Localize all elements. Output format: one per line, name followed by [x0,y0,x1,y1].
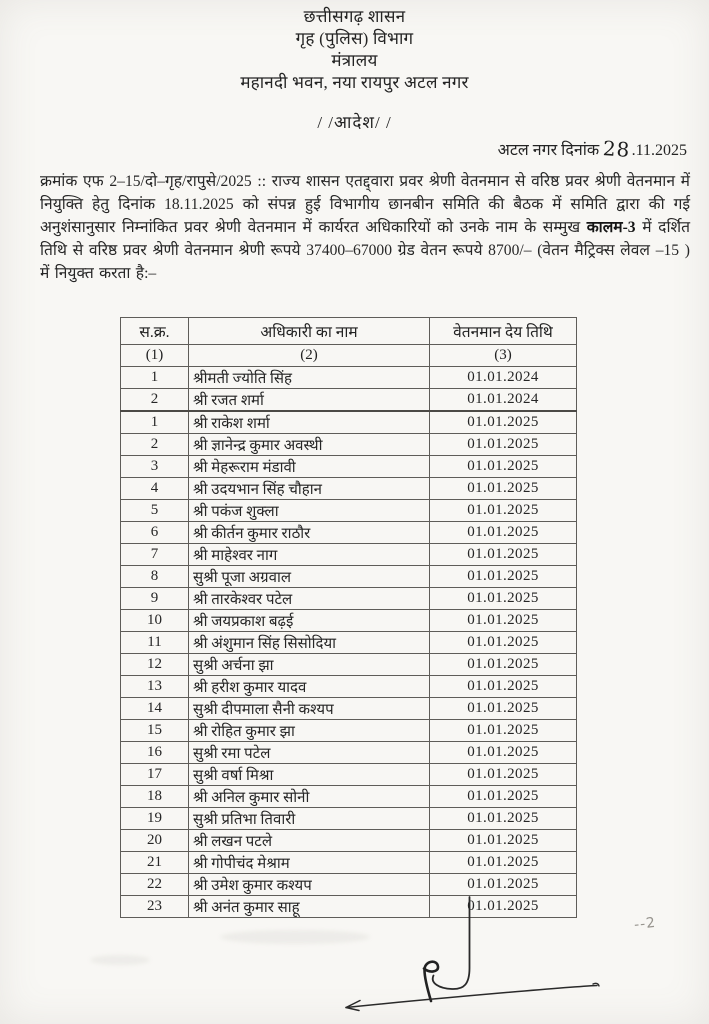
paragraph-bold-column-ref: कालम-3 [586,219,636,236]
officer-name: श्री लखन पटले [189,830,430,852]
row-serial-number: 10 [121,610,189,632]
row-serial-number: 8 [121,566,189,588]
pay-scale-due-date: 01.01.2025 [430,500,577,522]
pay-scale-due-date: 01.01.2025 [430,786,577,808]
row-serial-number: 13 [121,676,189,698]
row-serial-number: 5 [121,500,189,522]
pay-scale-due-date: 01.01.2025 [430,808,577,830]
row-serial-number: 1 [121,411,189,434]
table-header [121,318,577,367]
table-row [121,566,577,588]
pay-scale-due-date: 01.01.2025 [430,720,577,742]
table-row [121,808,577,830]
table-row [121,456,577,478]
department-name: गृह (पुलिस) विभाग [295,29,414,48]
pay-scale-due-date: 01.01.2024 [430,389,577,412]
row-serial-number: 6 [121,522,189,544]
signature-right-hook [593,983,599,986]
officer-name: श्री रजत शर्मा [189,389,430,412]
table-row [121,500,577,522]
pay-scale-due-date: 01.01.2025 [430,874,577,896]
column-number-3: (3) [430,345,577,367]
place-date-line [498,136,687,160]
officer-name: श्री उमेश कुमार कश्यप [189,874,430,896]
officer-name: श्री पकंज शुक्ला [189,500,430,522]
table-row [121,654,577,676]
table-row [121,544,577,566]
table-row [121,478,577,500]
column-header-sno: स.क्र. [121,318,189,345]
page-continuation-marker: --2 [633,914,657,934]
row-serial-number: 1 [121,367,189,389]
table-row [121,588,577,610]
row-serial-number: 16 [121,742,189,764]
row-serial-number: 15 [121,720,189,742]
row-serial-number: 4 [121,478,189,500]
table-row [121,676,577,698]
row-serial-number: 9 [121,588,189,610]
scan-smudge [90,955,150,965]
pay-scale-due-date: 01.01.2025 [430,852,577,874]
table-row [121,610,577,632]
pay-scale-due-date: 01.01.2025 [430,830,577,852]
row-serial-number: 19 [121,808,189,830]
row-serial-number: 18 [121,786,189,808]
row-serial-number: 12 [121,654,189,676]
table-row [121,367,577,389]
table-row [121,720,577,742]
pay-scale-due-date: 01.01.2025 [430,478,577,500]
table-row [121,874,577,896]
pay-scale-due-date: 01.01.2025 [430,411,577,434]
row-serial-number: 17 [121,764,189,786]
pay-scale-due-date: 01.01.2025 [430,544,577,566]
officer-name: श्री जयप्रकाश बढ़ई [189,610,430,632]
pay-scale-due-date: 01.01.2025 [430,610,577,632]
officer-name: सुश्री प्रतिभा तिवारी [189,808,430,830]
row-serial-number: 2 [121,434,189,456]
date-rest: .11.2025 [631,142,687,159]
officer-name: श्री अनंत कुमार साहू [189,896,430,918]
table-row [121,896,577,918]
row-serial-number: 3 [121,456,189,478]
officer-name: श्री मेहरूराम मंडावी [189,456,430,478]
officer-name: श्री रोहित कुमार झा [189,720,430,742]
letterhead [0,6,709,94]
column-number-1: (1) [121,345,189,367]
signature-arrow-tip [346,1001,360,1011]
row-serial-number: 21 [121,852,189,874]
officer-name: श्री राकेश शर्मा [189,411,430,434]
paragraph-part2: में दर्शित तिथि से वरिष्ठ प्रवर श्रेणी वेतनमान श्रेणी रूपये 37400–67000 ग्रेड वेतन रूपये 8700/– (वेतन मैट्रिक्स लेवल –15 ) में नियुक्त करता है:– [40,219,690,282]
row-serial-number: 22 [121,874,189,896]
scan-smudge [220,930,370,944]
row-serial-number: 7 [121,544,189,566]
row-serial-number: 11 [121,632,189,654]
table-row [121,411,577,434]
pay-scale-due-date: 01.01.2025 [430,742,577,764]
table-row [121,632,577,654]
paragraph-part1: क्रमांक एफ 2–15/दो–गृह/रापुसे/2025 :: राज्य शासन एतद्द्वारा प्रवर श्रेणी वेतनमान से वरिष्ठ प्रवर श्रेणी वेतनमान में नियुक्ति हेतु दिनांक 18.11.2025 को संपन्न हुई विभागीय छानबीन समिति की बैठक में समिति द्वारा की गई अनुशंसानुसार निम्नांकित प्रवर श्रेणी वेतनमान में कार्यरत अधिकारियों को उनके नाम के सम्मुख [40,173,690,236]
address-line: महानदी भवन, नया रायपुर अटल नगर [240,73,469,92]
pay-scale-due-date: 01.01.2025 [430,764,577,786]
table-row [121,852,577,874]
officer-name: सुश्री पूजा अग्रवाल [189,566,430,588]
table-row [121,434,577,456]
officer-name: श्री तारकेश्वर पटेल [189,588,430,610]
column-header-date: वेतनमान देय तिथि [430,318,577,345]
row-serial-number: 14 [121,698,189,720]
pay-scale-due-date: 01.01.2025 [430,654,577,676]
officer-name: श्री अंशुमान सिंह सिसोदिया [189,632,430,654]
officer-name: श्री गोपीचंद मेश्राम [189,852,430,874]
handwritten-day: 28 [602,136,632,162]
officer-name: सुश्री वर्षा मिश्रा [189,764,430,786]
pay-scale-due-date: 01.01.2025 [430,566,577,588]
officer-name: सुश्री अर्चना झा [189,654,430,676]
table-row [121,389,577,412]
column-header-name: अधिकारी का नाम [189,318,430,345]
pay-scale-due-date: 01.01.2024 [430,367,577,389]
table-row [121,698,577,720]
pay-scale-due-date: 01.01.2025 [430,698,577,720]
row-serial-number: 2 [121,389,189,412]
officer-name: सुश्री रमा पटेल [189,742,430,764]
pay-scale-due-date: 01.01.2025 [430,522,577,544]
order-body-paragraph [40,170,690,285]
officer-name: श्री हरीश कुमार यादव [189,676,430,698]
signature-loop-stroke [424,962,438,1001]
table-row [121,764,577,786]
signature-swoosh-stroke [346,986,597,1008]
order-title: / /आदेश/ / [317,113,392,132]
row-serial-number: 23 [121,896,189,918]
table-body [121,367,577,918]
column-number-2: (2) [189,345,430,367]
table-row [121,742,577,764]
pay-scale-due-date: 01.01.2025 [430,456,577,478]
officer-name: श्री ज्ञानेन्द्र कुमार अवस्थी [189,434,430,456]
table-row [121,830,577,852]
pay-scale-due-date: 01.01.2025 [430,632,577,654]
officers-table [120,317,577,918]
officer-name: श्री उदयभान सिंह चौहान [189,478,430,500]
government-name: छत्तीसगढ़ शासन [303,7,406,26]
table-row [121,786,577,808]
officer-name: श्री कीर्तन कुमार राठौर [189,522,430,544]
row-serial-number: 20 [121,830,189,852]
pay-scale-due-date: 01.01.2025 [430,434,577,456]
table-row [121,522,577,544]
officer-name: श्री माहेश्वर नाग [189,544,430,566]
place-date-prefix: अटल नगर दिनांक [497,142,600,159]
officer-name: श्री अनिल कुमार सोनी [189,786,430,808]
pay-scale-due-date: 01.01.2025 [430,676,577,698]
pay-scale-due-date: 01.01.2025 [430,896,577,918]
ministry-name: मंत्रालय [331,51,378,70]
officer-name: श्रीमती ज्योति सिंह [189,367,430,389]
pay-scale-due-date: 01.01.2025 [430,588,577,610]
officer-name: सुश्री दीपमाला सैनी कश्यप [189,698,430,720]
